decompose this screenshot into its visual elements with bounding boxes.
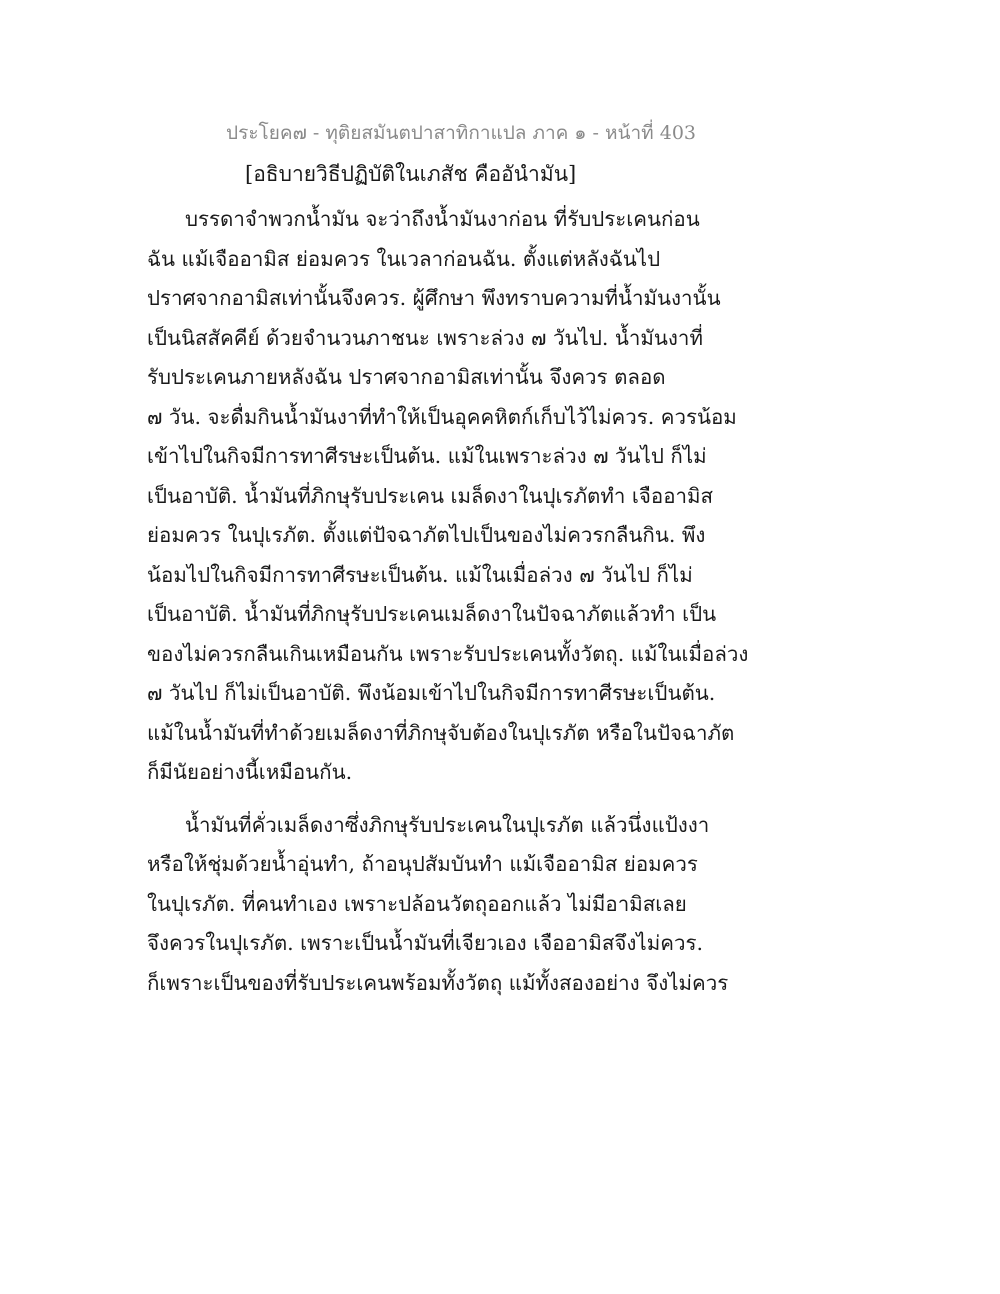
paragraph-line: บรรดาจำพวกน้ำมัน จะว่าถึงน้ำมันงาก่อน ที่รับประเคนก่อน (185, 207, 700, 231)
paragraph-line: จึงควรในปุเรภัต. เพราะเป็นน้ำมันที่เจียวเอง เจืออามิสจึงไม่ควร. (147, 931, 703, 955)
paragraph-line: หรือให้ชุ่มด้วยน้ำอุ่นทำ, ถ้าอนุปสัมบันทำ แม้เจืออามิส ย่อมควร (147, 852, 698, 876)
paragraph-spacer (147, 793, 707, 806)
paragraph-line: ๗ วันไป ก็ไม่เป็นอาบัติ. พึงน้อมเข้าไปในกิจมีการทาศีรษะเป็นต้น. (147, 681, 716, 705)
paragraph-line: ก็เพราะเป็นของที่รับประเคนพร้อมทั้งวัตถุ แม้ทั้งสองอย่าง จึงไม่ควร (147, 970, 729, 995)
running-header: ประโยค๗ - ทุติยสมันตปาสาทิกาแปล ภาค ๑ - หน้าที่ 403 (226, 122, 696, 144)
paragraph-line: น้อมไปในกิจมีการทาศีรษะเป็นต้น. แม้ในเมื่อล่วง ๗ วันไป ก็ไม่ (147, 562, 693, 587)
paragraph-line: ในปุเรภัต. ที่คนทำเอง เพราะปล้อนวัตถุออกแล้ว ไม่มีอามิสเลย (147, 891, 687, 916)
paragraph-line: เป็นนิสสัคคีย์ ด้วยจำนวนภาชนะ เพราะล่วง ๗ วันไป. น้ำมันงาที่ (147, 325, 703, 350)
paragraph-line: ย่อมควร ในปุเรภัต. ตั้งแต่ปัจฉาภัตไปเป็นของไม่ควรกลืนกิน. พึง (147, 523, 706, 547)
paragraph-line: ของไม่ควรกลืนเกินเหมือนกัน เพราะรับประเคนทั้งวัตถุ. แม้ในเมื่อล่วง (147, 641, 749, 666)
paragraph-line: ก็มีนัยอย่างนี้เหมือนกัน. (147, 760, 353, 784)
paragraph-line: ๗ วัน. จะดื่มกินน้ำมันงาที่ทำให้เป็นอุคคหิตก์เก็บไว้ไม่ควร. ควรน้อม (147, 404, 737, 429)
paragraph-line: แม้ในน้ำมันที่ทำด้วยเมล็ดงาที่ภิกษุจับต้องในปุเรภัต หรือในปัจฉาภัต (147, 720, 735, 745)
section-title: [อธิบายวิธีปฏิบัติในเภสัช คืออันำมัน] (245, 162, 577, 186)
body-text (147, 200, 749, 1003)
paragraph-line: น้ำมันที่คั่วเมล็ดงาซึ่งภิกษุรับประเคนในปุเรภัต แล้วนึ่งแป้งงา (185, 812, 710, 837)
paragraph-2 (147, 806, 729, 1004)
paragraph-1 (147, 200, 749, 793)
paragraph-line: รับประเคนภายหลังฉัน ปราศจากอามิสเท่านั้น จึงควร ตลอด (147, 365, 666, 389)
paragraph-line: เป็นอาบัติ. น้ำมันที่ภิกษุรับประเคน เมล็ดงาในปุเรภัตทำ เจืออามิส (147, 483, 714, 508)
paragraph-line: ปราศจากอามิสเท่านั้นจึงควร. ผู้ศึกษา พึงทราบความที่น้ำมันงานั้น (147, 286, 721, 310)
paragraph-line: เข้าไปในกิจมีการทาศีรษะเป็นต้น. แม้ในเพราะล่วง ๗ วันไป ก็ไม่ (147, 444, 707, 468)
paragraph-line: ฉัน แม้เจืออามิส ย่อมควร ในเวลาก่อนฉัน. ตั้งแต่หลังฉันไป (147, 246, 661, 271)
paragraph-line: เป็นอาบัติ. น้ำมันที่ภิกษุรับประเคนเมล็ดงาในปัจฉาภัตแล้วทำ เป็น (147, 602, 717, 626)
